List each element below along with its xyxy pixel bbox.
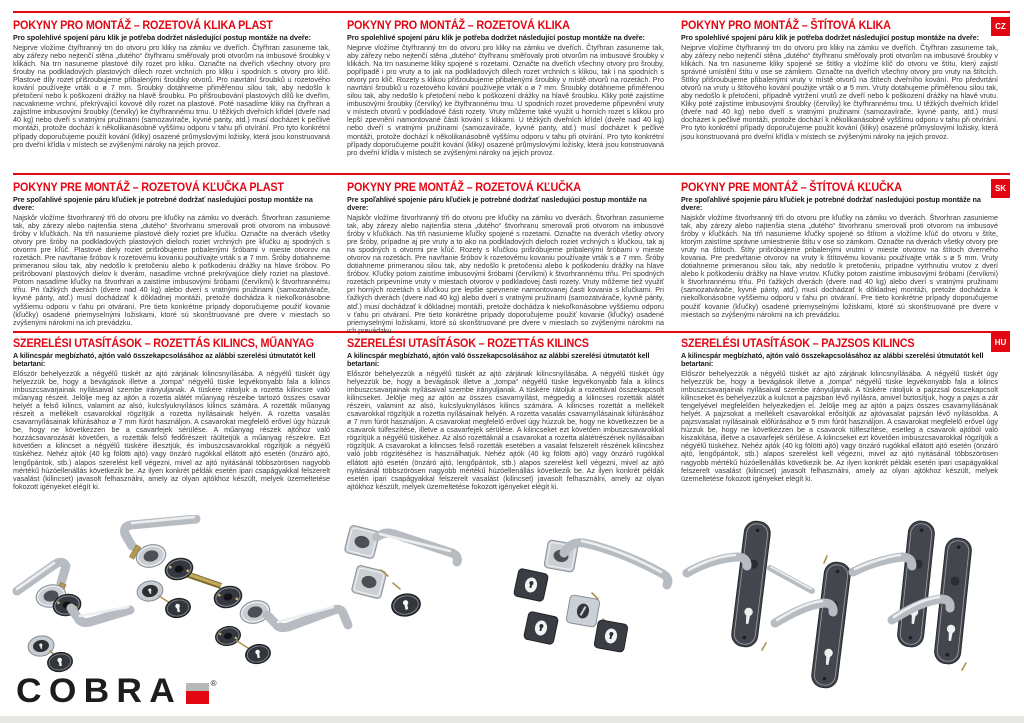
- cobra-logo-text: COBRA: [16, 672, 183, 710]
- section-intro: A kilincspár megbízható, ajtón való összekapcsolásához az alábbi szerelési útmutatót kell betartani:: [347, 351, 650, 368]
- title-prefix: POKYNY PRO MONTÁŽ –: [681, 18, 811, 32]
- title-main: PAJZSOS KILINCS: [821, 336, 915, 350]
- illustration-round-rosette-exploded: [125, 517, 348, 666]
- section-cz-backplate: [681, 19, 998, 141]
- section-body: Először behelyezzük a négyélű tüskét az ajtó zárjának kilincsnyílásába. A négyélű tüskét úgy helyezzük be, hogy a bevágások illetve a „tompa“ négyélű tüske legvékonyabb fala a kilincs imbuszcsavarjainak nyílásaival szembe irányuljanak. A tüskére rátoljuk a rozettával összekapcsolt kilincseket. Jelölje meg az ajtón az összes csavarnyílást, mégpedig a kilincses rozetták alátét részein, valamint az alsó, kulcslyuknyílásos kilincs számára. A kilincses rozettát a mellékelt csavarokkal rögzítjük a rozetta nyílásainak helyén. A rozetta vasalás csavarnyílásainak kifúrásához ø 7 mm fúrót használjon. A csavarokat megfelelő erővel úgy húzzuk be, hogy ne következzen be a csavarok túlfeszítése, illetve a csavarfejek sérülése. A kilincseket ezt követően imbuszcsavarokkal rögzítjük a négyélű tüskéhez. Az alsó rozettáknál a csavarokat a rozetta alátétrészének nyílásaiban rögzítjük. A csavarokat a kilincses felső rozetták esetében a vasalat felszerelt részének kilincshez való jobb rögzítéséhez is használhatjuk. Nehéz ajtók (40 kg fölötti ajtó) vagy önzáró rugókkal ellátott ajtó esetén (önzáró ajtó, lengőpántok, stb.) alapos szerelést kell végezni, mivel az ajtó nyitásánál többszörösen nagyobb mértékű húzóellenállás következik be. Az ilyen konkrét példák esetén ipari csapágyakkal felszerelt vasalást (kilincset) javasolt felhasználni, amely az olyan ajtókhoz készült, melyek üzemeltetése fokozott igényeket elégít ki.: [347, 369, 664, 491]
- section-title: [681, 337, 966, 349]
- section-body: Najskôr vložíme štvorhranný tŕň do otvoru pre kľučky na zámku vo dverách. Štvorhran zasunieme tak, aby zárezy alebo najtenšia stena „dutého“ štvorhranu smerovali proti otvorom na imbusové šróby v kľučkách. Na tŕň nasunieme kľučky spojené s rozetami. Označte na dverách všetky otvory pre šróby, prípadne aj pre vruty a to ako na podkladových dieloch roziet vrchných s kľučkou, tak aj na spodných s otvormi pre kľúč. Rozety s kľučkou prišróbujeme pribalenými šróbami v mieste otvorov na rozetách. Pre navŕtanie šróbov k rozetovému kovaniu používajte vrták s ø 7 mm. Šróby dotiahneme primeranou silou tak, aby nedošlo k pretočeniu alebo k poškodeniu drážky na hlave šróbov. Kľučky potom zaistíme imbusovými šróbami (červíkmi) k štvorhrannému tŕňu. Pri spodných rozetách pripevníme vruty v miestach otvorov v podkladovej časti rozety. Vruty môžeme tiež využiť pri horných rozetách s kľučkou pre lepšie spevnenie namontovanej časti kovania s kľučkami. Pri ťažkých dverách (dvere nad 40 kg) alebo dverí s vratnými pružinami (samozatvárače, kyvné pánty, atď.) musí dochádzať k dôkladnej montáži, pretože dochádza k niekoľkonásobne vyššiemu odporu v ťahu pri otváraní. Pre tieto konkrétne prípady doporučujeme použiť kovanie (kľučky) osadené priemyselnými ložiskami, ktoré sú skonštruované pre dvere v miestach so zvýšenými nárokmi na ich prevádzku.: [347, 213, 664, 335]
- title-main: ROZETOVÁ KLIKA PLAST: [142, 18, 273, 32]
- section-title: [13, 19, 298, 31]
- section-cz-rosette-plast: [13, 19, 330, 149]
- language-badge-hu: HU: [991, 333, 1010, 352]
- section-body: Először behelyezzük a négyélű tüskét az ajtó zárjának kilincsnyílásába. A négyélű tüskét úgy helyezzük be, hogy a bevágások illetve a „tompa“ négyélű tüske legvékonyabb fala a kilincs imbuszcsavarjainak nyílásaival szembe irányuljanak. A tüskére rátoljuk a pajzzsal összekapcsolt kilincseket és behelyezzük a kulcsot a pajzsban lévő nyílásra, amivel biztosítjuk, hogy a pajzs a zár tengelyével megfelelően helyezkedjen el. Jelölje meg az ajtón a pajzs összes csavarnyílásának helyét. A pajzsokat a mellékelt csavarokkal erősítjük az ajtóvasalat pajzsán lévő nyílásokba. A pajzsvasalat nyílásainak előfúrásához ø 5 mm fúrót használjon. A csavarokat megfelelő erővel úgy húzzuk be, hogy ne következzen be a csavarok túlfeszítése, esetleg a csavarok ajtóból való kiszakítása, illetve a csavarfejek sérülése. A kilincseket ezt követően imbuszcsavarokkal rögzítjük a négyélű tüskéhez. Nehéz ajtók (40 kg fölötti ajtó) vagy önzáró rugókkal ellátott ajtó esetén (önzáró ajtó, lengőpántok, stb.) alapos szerelést kell végezni, mivel az ajtó nyitásánál többszörösen nagyobb mértékű húzóellenállás következik be. Az ilyen konkrét példák esetén ipari csapágyakkal felszerelt vasalást (kilincset) javasolt felhasználni, amely az olyan ajtókhoz készült, melyek üzemeltetése fokozott igényeket elégít ki.: [681, 369, 998, 483]
- section-hu-rosette-plast: [13, 337, 330, 491]
- section-body: Najskôr vložíme štvorhranný tŕň do otvoru pre kľučky na zámku vo dverách. Štvorhran zasunieme tak, aby zárezy alebo najtenšia stena „dutého“ štvorhranu smerovali proti otvorom na imbusové šróby v kľučkách. Na tŕň nasunieme plastové diely roziet pre kľučku. Označte na dverách všetky otvory pre šróby na podkladových plastových dieloch roziet vrchných pre kľučku aj spodných s otvormi pre kľúč. Plastové diely roziet prišróbujeme pribalenými šróbami v mieste otvorov na rozetách. Pre navŕtanie šróbov k rozetovému kovaniu používajte vrták s ø 7 mm. Šróby dotiahneme primeranou silou tak, aby nedošlo k pretočeniu alebo k poškodeniu drážky na hlave šróbov. Po prišróbovaní plastových dielov k dverám, nasadíme vrchné prekrývajúce diely roziet na plastové. Potom nasadíme kľučky na štvorhran a zaistíme imbusovými šróbami (červíkmi) k štvorhrannému tŕňu. Pri ťažkých dverách (dvere nad 40 kg) alebo dverí s vratnými pružinami (samozatvárače, kyvné pánty, atď.) musí dochádzať k dôkladnej montáži, pretože dochádza k niekoľkonásobne vyššiemu odporu v ťahu pri otváraní. Pre tieto konkrétne prípady doporučujeme použiť kovanie (kľučky) osadené priemyselnými ložiskami, ktoré sú skonštruované pre dvere v miestach so zvýšenými nárokmi na ich prevádzku.: [13, 213, 330, 327]
- section-intro: Pre spoľahlivé spojenie páru kľučiek je potrebné dodržať nasledujúci postup montáže na dvere:: [13, 195, 313, 212]
- language-badge-cz: CZ: [991, 17, 1010, 36]
- section-sk-rosette-plast: [13, 181, 330, 327]
- title-main: ROZETTÁS KILINCS, MŰANYAG: [153, 336, 315, 350]
- section-hu-rosette: [347, 337, 664, 491]
- divider-rule-middle: [13, 173, 1010, 175]
- title-prefix: SZERELÉSI UTASÍTÁSOK –: [13, 336, 154, 350]
- title-prefix: SZERELÉSI UTASÍTÁSOK –: [681, 336, 822, 350]
- title-main: ROZETTÁS KILINCS: [487, 336, 589, 350]
- title-main: ŠTÍTOVÁ KĽUČKA: [809, 180, 902, 194]
- section-title: [13, 181, 298, 193]
- divider-rule-top: [13, 11, 1010, 13]
- title-main: ROZETOVÁ KĽUČKA: [475, 180, 581, 194]
- cobra-logo-mark: [186, 683, 209, 704]
- section-intro: Pro spolehlivé spojení páru klik je potřeba dodržet následující postup montáže na dveře:: [347, 33, 645, 42]
- section-intro: Pre spoľahlivé spojenie páru kľučiek je potrebné dodržať nasledujúci postup montáže na dvere:: [347, 195, 647, 212]
- title-prefix: POKYNY PRO MONTÁŽ –: [347, 18, 477, 32]
- title-main: ROZETOVÁ KĽUČKA PLAST: [141, 180, 284, 194]
- section-title: [681, 19, 966, 31]
- section-body: Nejprve vložíme čtyřhranný trn do otvoru pro kliky na zámku ve dveřích. Čtyřhran zasuneme tak, aby zářezy nebo nejtenčí stěna „dutého“ čtyřhranu směřovaly proti otvorům na imbusové šroubky v klikách. Na trn nasuneme kliky spojené se štítky a vložíme klíč do otvoru ve štítu, který zajistí správné umístění štítu v ose se zámkem. Označte na dveřích všechny otvory pro vruty na štítcích. Štítky přišroubujeme přibalenými vruty v místě otvorů na štítech dveřního kování. Pro předvrtání otvorů na vruty u štítového kování použijte vrták o ø 5 mm. Vruty dotahujeme přiměřenou silou tak, aby nedošlo k přetočení, případně vytržení vrutů ze dveří nebo k poškození drážky na hlavě vrutu. Kliky poté zajistíme imbusovými šroubky (červíky) ke čtyřhrannému trnu. U těžkých dveřních křídel (dveře nad 40 kg) nebo dveří s vratnými pružinami (samozavírače, kyvné panty, atd.) musí docházet k pečlivé montáži, protože dochází k několikanásobně vyššímu odporu v tahu při otvírání. Pro tyto konkrétní případy doporučujeme použít kování (kliky) osazené průmyslovými ložisky, která jsou konstruovaná pro dveřní křídla v místech se zvýšenými nároky na jejich provoz.: [681, 43, 998, 141]
- section-title: [347, 337, 632, 349]
- section-intro: Pro spolehlivé spojení páru klik je potřeba dodržet následující postup montáže na dveře:: [681, 33, 979, 42]
- section-intro: Pre spoľahlivé spojenie páru kľučiek je potrebné dodržať nasledujúci postup montáže na dvere:: [681, 195, 981, 212]
- language-badge-sk: SK: [991, 179, 1010, 198]
- section-title: [13, 336, 315, 350]
- registered-trademark-symbol: ®: [210, 679, 217, 688]
- title-prefix: POKYNY PRE MONTÁŽ –: [681, 180, 810, 194]
- section-body: Najskôr vložíme štvorhranný tŕň do otvoru pre kľučky na zámku vo dverách. Štvorhran zasunieme tak, aby zárezy alebo najtenšia stena „dutého“ štvorhranu smerovali proti otvorom na imbusové šróby v kľučkách. Na tŕň nasunieme kľučky spojené so štítom a vložíme kľúč do otvoru v štíte, ktorým zaistíme správne umiestnenie štítu v ose so zámkom. Označte na dverách všetky otvory pre vruty na štítoch. Štíty prišróbujeme pribalenými vrutmi v mieste otvorov na štítoch dverného kovania. Pre predvŕtanie otvorov na vruty k štítovému kovaniu používajte vrták s ø 5 mm. Vruty dotiahneme primeranou silou tak, aby nedošlo k pretočeniu, prípadne vytrhnutiu vrutov z dverí alebo k poškodeniu drážky na hlave vrutov. Kľučky potom zaistíme imbusovými šróbami (červíkmi) k štvorhrannému tŕňu. Pri ťažkých dverách (dvere nad 40 kg) alebo dverí s vratnými pružinami (samozatvárače, kyvné pánty, atď.) musí dochádzať k dôkladnej montáži, pretože dochádza k niekoľkonásobne vyššiemu odporu v ťahu pri otváraní. Pre tieto konkrétne prípady doporučujeme použiť kovanie (kľučky) osadené priemyselnými ložiskami, ktoré sú skonštruované pre dvere v miestach so zvýšenými nárokmi na ich prevádzku.: [681, 213, 998, 319]
- section-sk-rosette: [347, 181, 664, 335]
- title-prefix: SZERELÉSI UTASÍTÁSOK –: [347, 336, 488, 350]
- cobra-logo: [16, 672, 217, 710]
- section-cz-rosette: [347, 19, 664, 157]
- cobra-logo-mark-gray: [186, 683, 209, 691]
- section-body: Nejprve vložíme čtyřhranný trn do otvoru pro kliky na zámku ve dveřích. Čtyřhran zasuneme tak, aby zářezy nebo nejtenčí stěna „dutého“ čtyřhranu směřovaly proti otvorům na imbusové šroubky v klikách. Na trn nasuneme kliky spojené s rozetami. Označte na dveřích všechny otvory pro šrouby, popřípadě i pro vruty a to jak na podkladových dílech rozet vrchních s klikou, tak i na spodních s otvory pro klíč. Rozety s klikou přišroubujeme přibalenými šroubky v místě otvorů na rozetách. Pro navrtání šroubků u rozetového kování používejte vrták o ø 7 mm. Šroubky dotáhneme přiměřenou silou tak, aby nedošlo k přetočení nebo k poškození drážky na hlavě šroubku. Kliky poté zajistíme imbusovými šroubky (červíky) ke čtyřhrannému trnu. U spodních rozet provedeme připevnění vruty v místech otvorů v podkladové části rozety. Vruty můžeme také využít u horních rozet s klikou pro lepší zpevnění namontované části kování s klikami. U těžkých dveřních křídel (dveře nad 40 kg) nebo dveří s vratnými pružinami (samozavírače, kyvné panty, atd.) musí docházet k pečlivé montáži, protože dochází k několikanásobně vyššímu odporu v tahu při otvírání. Pro tyto konkrétní případy doporučujeme použít kování (kliky) osazené průmyslovými ložisky, která jsou konstruovaná pro dveřní křídla v místech se zvýšenými nároky na jejich provoz.: [347, 43, 664, 157]
- section-hu-backplate: [681, 337, 998, 483]
- section-intro: A kilincspár megbízható, ajtón való összekapcsolásához az alábbi szerelési útmutatót kell betartani:: [13, 351, 316, 368]
- illustration-round-rosette-plastic: [17, 562, 130, 673]
- section-sk-backplate: [681, 181, 998, 319]
- title-prefix: POKYNY PRO MONTÁŽ –: [13, 18, 143, 32]
- illustration-square-rosette-assembled: [544, 540, 668, 653]
- section-title: [347, 181, 632, 193]
- title-main: ŠTÍTOVÁ KLIKA: [810, 18, 891, 32]
- page-bottom-strip: [0, 716, 1024, 723]
- section-intro: A kilincspár megbízható, ajtón való összekapcsolásához az alábbi szerelési útmutatót kell betartani:: [681, 351, 984, 368]
- title-main: ROZETOVÁ KLIKA: [476, 18, 570, 32]
- section-intro: Pro spolehlivé spojení páru klik je potřeba dodržet následující postup montáže na dveře:: [13, 33, 311, 42]
- section-body: Nejprve vložíme čtyřhranný trn do otvoru pro kliky na zámku ve dveřích. Čtyřhran zasuneme tak, aby zářezy nebo nejtenčí stěna „dutého“ čtyřhranu směřovaly proti otvorům na imbusové šroubky v klikách. Na trn nasuneme plastové díly rozet pro kliku. Označte na dveřích všechny otvory pro šrouby na podkladových plastových dílech rozet vrchních pro kliku i spodních s otvory pro klíč. Plastové díly rozet přišroubujeme přibalenými šroubky otvorů. Pro navrtání šroubků u rozetového kování používejte vrták o ø 7 mm. Šroubky dotáhneme přiměřenou silou tak, aby nedošlo k přetočení nebo k poškození drážky na hlavě šroubku. Po přišroubování plastových dílů ke dveřím, nacvakneme vrchní, překrývající kovové díly rozet na plastové. Poté nasadíme kliky na čtyřhran a zajistíme imbusovými šroubky (červíky) ke čtyřhrannému trnu. U těžkých dveřních křídel (dveře nad 40 kg) nebo dveří s vratnými pružinami (samozavírače, kyvné panty, atd.) musí docházet k pečlivé montáži, protože dochází k několikanásobně vyššímu odporu v tahu při otvírání. Pro tyto konkrétní případy doporučujeme použít kování (kliky) osazené průmyslovými ložisky, která jsou konstruovaná pro dveřní křídla v místech se zvýšenými nároky na jejich provoz.: [13, 43, 330, 149]
- section-title: [681, 181, 966, 193]
- illustration-square-rosette-exploded: [344, 525, 559, 645]
- section-body: Először behelyezzük a négyélű tüskét az ajtó zárjának kilincsnyílásába. A négyélű tüskét úgy helyezzük be, hogy a bevágások illetve a „tompa“ négyélű tüske legvékonyabb fala a kilincs imbuszcsavarjainak nyílásaival szembe irányuljanak. A tüskére rátoljuk a rozetta kilincsre való műanyag részeit. Jelölje meg az ajtón a rozetta alátét műanyag részeibe tartozó összes csavar helyét a felső kilincs, valamint az alsó, kulcslyuknyílásos kilincs számára. A rozetták műanyag részeit a mellékelt csavarokkal rögzítjük a rozetta nyílásainak helyén. A rozetta vasalás csavarnyílásainak kifúrásához ø 7 mm fúrót használjon. A csavarokat megfelelő erővel úgy húzzuk be, hogy ne következzen be a csavarfejek sérülése. A műanyag részek ajtóhoz való hozzácsavarozását követően, a rozetták felső fedőrészeit ráültetjük a műanyag részekre. Ezt követően a kilincset a négyélű tüskére illesztjük, és imbuszcsavarokkal rögzítjük a négyélű tüskéhez. Nehéz ajtók (40 kg fölötti ajtó) vagy önzáró rugókkal ellátott ajtó esetén (önzáró ajtó, lengőpántok, stb.) alapos szerelést kell végezni, mivel az ajtó nyitásánál többszörösen nagyobb mértékű húzóellenállás következik be. Az ilyen konkrét példák esetén ipari csapágyakkal felszerelt vasalást (kilincset) javasolt felhasználni, amely az olyan ajtókhoz készült, melyek üzemeltetése fokozott igényeket elégít ki.: [13, 369, 330, 491]
- title-prefix: POKYNY PRE MONTÁŽ –: [13, 180, 142, 194]
- title-prefix: POKYNY PRE MONTÁŽ –: [347, 180, 476, 194]
- illustration-backplate-handles: [687, 520, 973, 689]
- section-title: [347, 19, 632, 31]
- cobra-logo-mark-red: [186, 691, 209, 704]
